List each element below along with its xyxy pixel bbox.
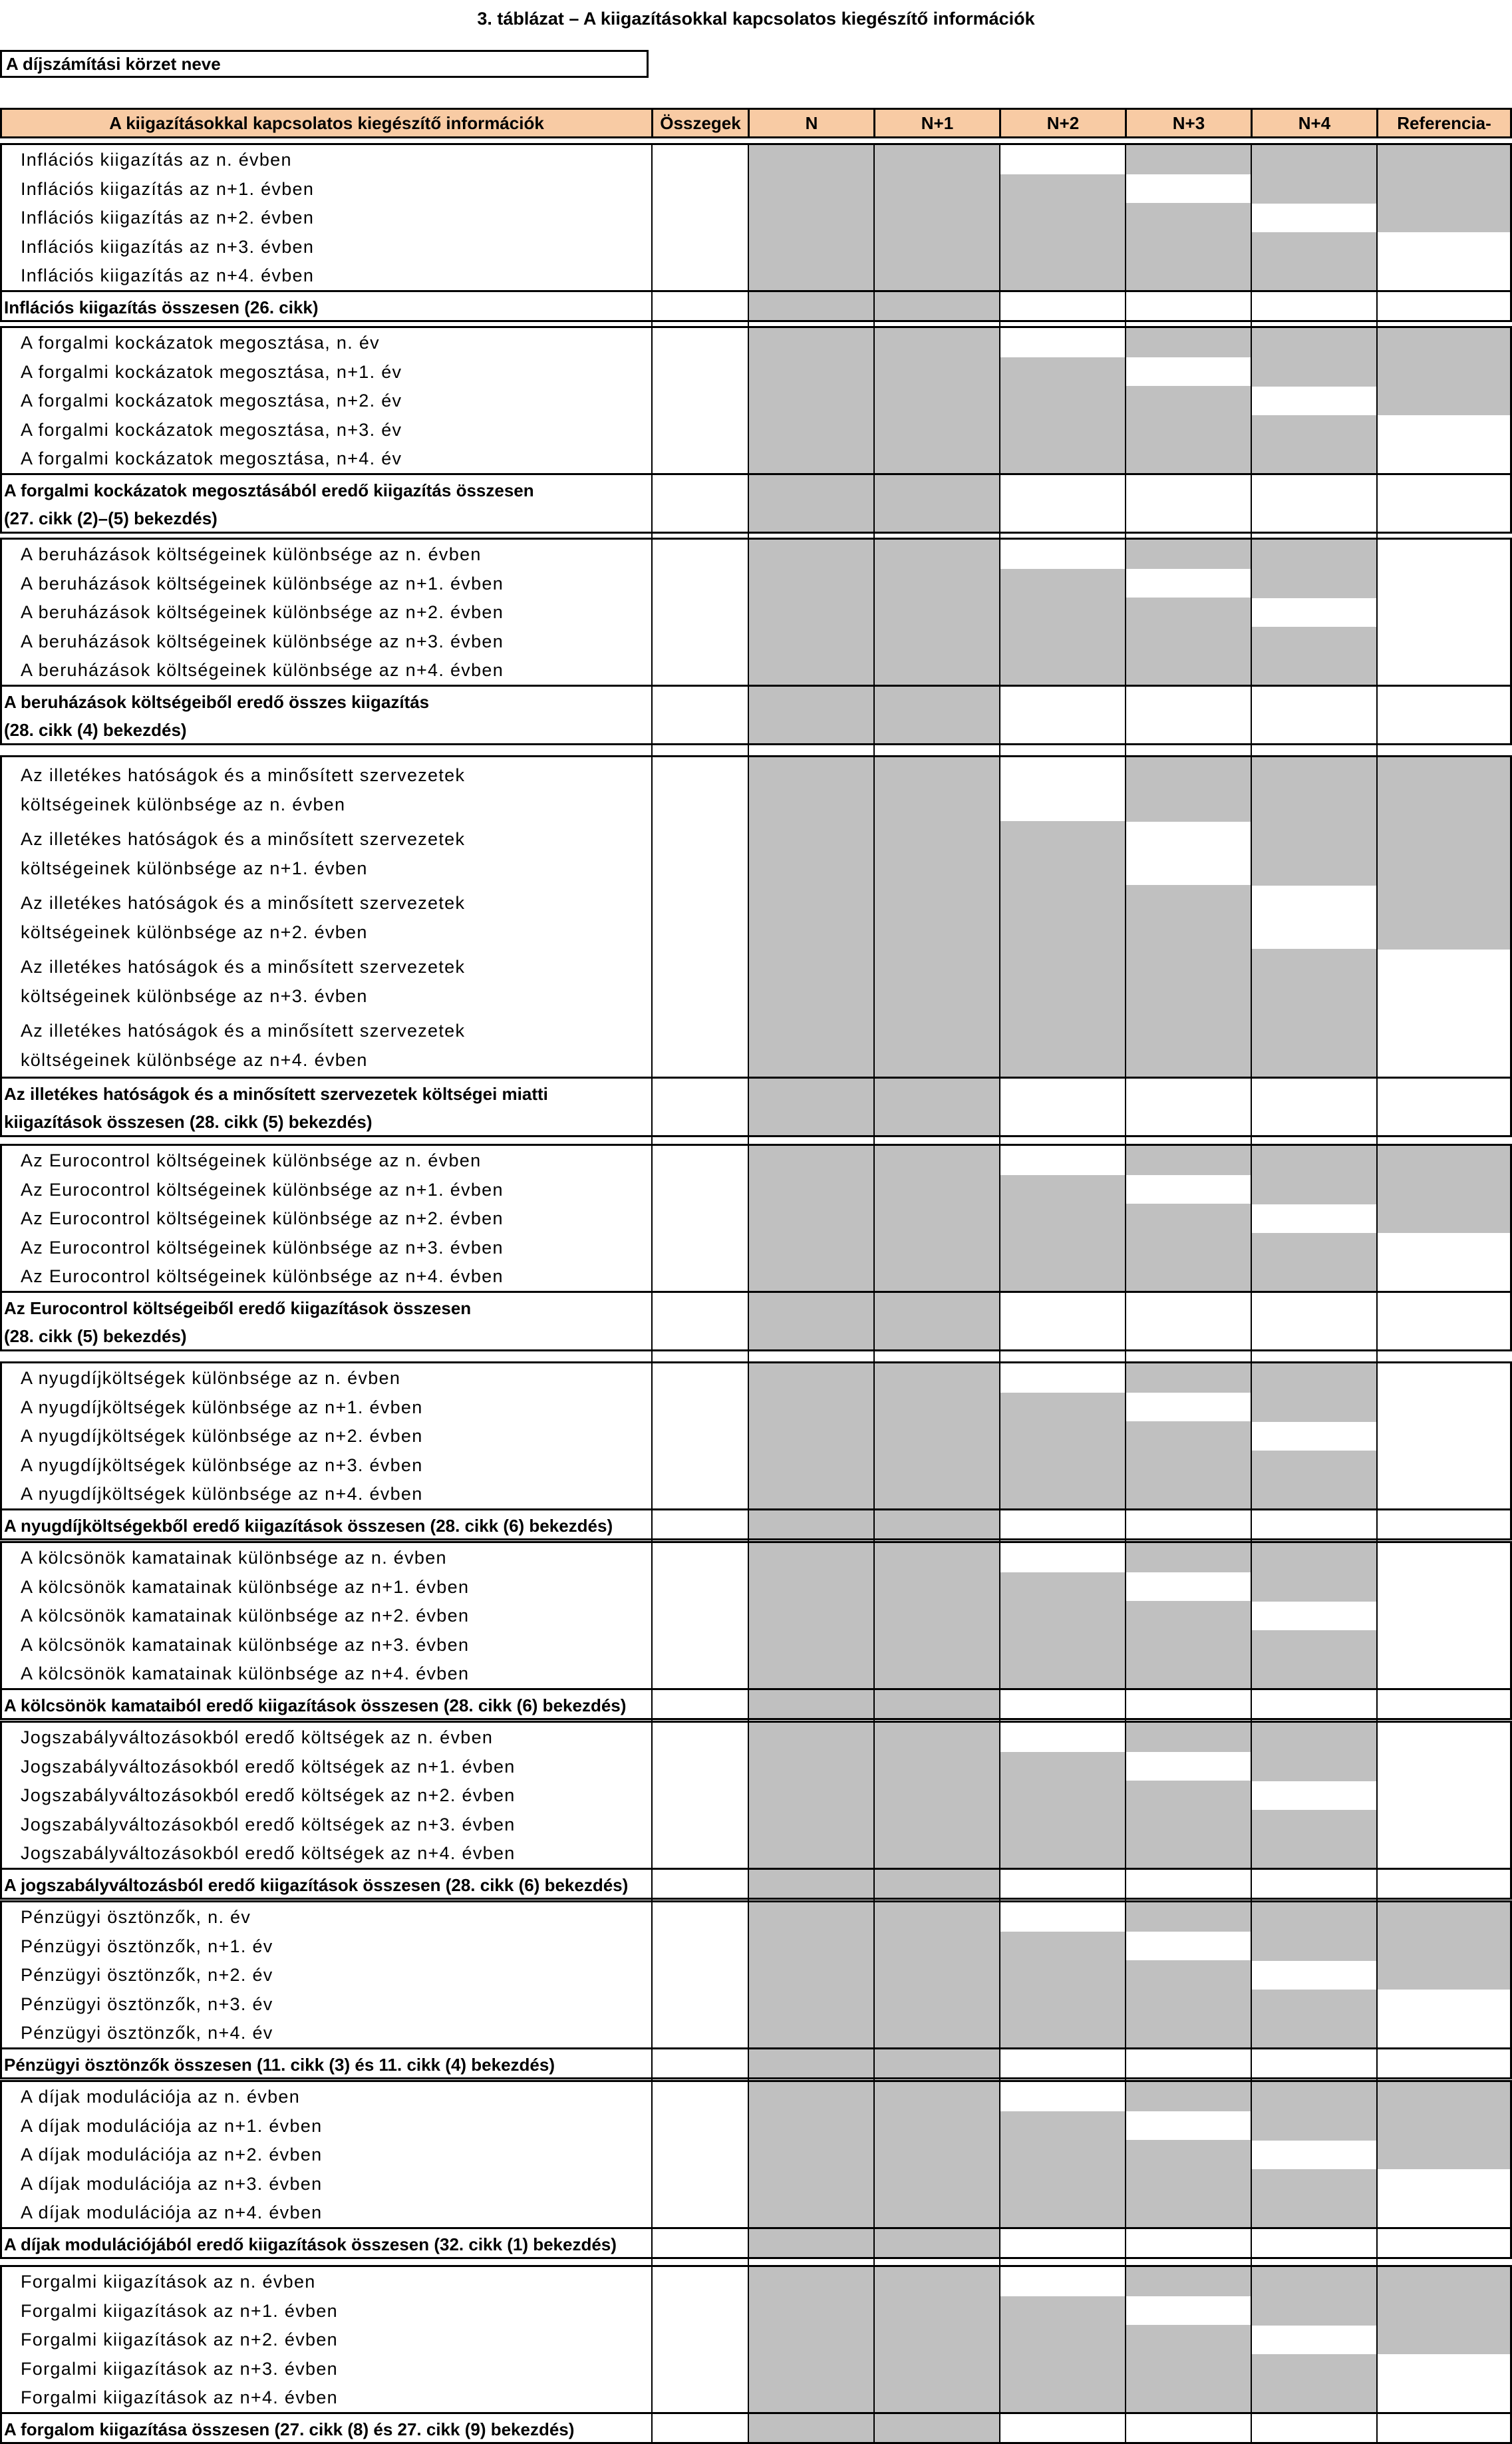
row-label: költségeinek különbsége az n+3. évben [21,986,368,1006]
row-label: Az Eurocontrol költségeinek különbsége az n. évben [21,1150,482,1170]
total-label: A forgalmi kockázatok megosztásából eredő kiigazítás összesen [4,480,534,500]
row-label: Jogszabályváltozásokból eredő költségek az n+2. évben [21,1785,516,1805]
row-label: A forgalmi kockázatok megosztása, n+2. év [21,391,402,411]
row-label: A forgalmi kockázatok megosztása, n+4. év [21,448,402,468]
row-label: A beruházások költségeinek különbsége az n. évben [21,544,482,564]
row-label: A díjak modulációja az n. évben [21,2087,301,2107]
header-n3: N+3 [1125,108,1253,138]
column-divider [1125,143,1126,2442]
row-label: Az illetékes hatóságok és a minősített szervezetek [21,893,466,913]
total-label: Az illetékes hatóságok és a minősített szervezetek költségei miatti [4,1084,548,1104]
header-amounts: Összegek [651,108,750,138]
section-block [0,1361,1512,1510]
row-label: A beruházások költségeinek különbsége az n+2. évben [21,602,504,622]
row-label: Az Eurocontrol költségeinek különbsége az n+3. évben [21,1237,504,1258]
row-label: Forgalmi kiigazítások az n+3. évben [21,2358,338,2379]
district-name-field[interactable]: A díjszámítási körzet neve [0,50,649,78]
row-label: Inflációs kiigazítás az n+4. évben [21,265,315,285]
row-label: Inflációs kiigazítás az n+2. évben [21,208,315,228]
row-label: Inflációs kiigazítás az n. évben [21,150,292,170]
row-label: A nyugdíjköltségek különbsége az n+1. évben [21,1397,423,1417]
row-label: Az Eurocontrol költségeinek különbsége az n+2. évben [21,1208,504,1228]
total-label: kiigazítások összesen (28. cikk (5) bekezdés) [4,1112,373,1132]
row-label: költségeinek különbsége az n+2. évben [21,922,368,942]
row-label: A kölcsönök kamatainak különbsége az n+1. évben [21,1576,470,1597]
total-label: (28. cikk (5) bekezdés) [4,1325,187,1346]
row-label: Pénzügyi ösztönzők, n+3. év [21,1994,273,2014]
column-divider [651,143,653,2442]
row-label: A beruházások költségeinek különbsége az n+1. évben [21,573,504,594]
row-label: Jogszabályváltozásokból eredő költségek az n. évben [21,1727,494,1747]
row-label: A díjak modulációja az n+3. évben [21,2173,323,2194]
section-block [0,1144,1512,1293]
total-label: (28. cikk (4) bekezdés) [4,719,187,740]
row-label: A kölcsönök kamatainak különbsége az n+4. évben [21,1663,470,1683]
row-label: A díjak modulációja az n+2. évben [21,2145,323,2165]
row-label: A forgalmi kockázatok megosztása, n. év [21,333,380,353]
page-title: 3. táblázat – A kiigazításokkal kapcsolatos kiegészítő információk [477,9,1035,29]
total-label: A beruházások költségeiből eredő összes kiigazítás [4,691,430,712]
row-label: A beruházások költségeinek különbsége az n+4. évben [21,660,504,680]
total-label: Pénzügyi ösztönzők összesen (11. cikk (3) és 11. cikk (4) bekezdés) [4,2054,555,2075]
section-block [0,143,1512,292]
total-label: Inflációs kiigazítás összesen (26. cikk) [4,297,319,317]
section-block [0,538,1512,687]
section-block [0,326,1512,475]
total-label: A díjak modulációjából eredő kiigazítások összesen (32. cikk (1) bekezdés) [4,2234,617,2254]
header-n2: N+2 [999,108,1127,138]
row-label: Jogszabályváltozásokból eredő költségek az n+1. évben [21,1756,516,1777]
section-block [0,1541,1512,1690]
row-label: Pénzügyi ösztönzők, n+4. év [21,2023,273,2043]
total-label: A forgalom kiigazítása összesen (27. cikk (8) és 27. cikk (9) bekezdés) [4,2419,575,2439]
total-label: A jogszabályváltozásból eredő kiigazítások összesen (28. cikk (6) bekezdés) [4,1874,629,1895]
header-n1: N+1 [873,108,1001,138]
column-divider [1376,143,1378,2442]
row-label: Forgalmi kiigazítások az n+4. évben [21,2387,338,2407]
total-label: Az Eurocontrol költségeiből eredő kiigazítások összesen [4,1298,472,1318]
row-label: A díjak modulációja az n+1. évben [21,2115,323,2136]
header-n: N [748,108,875,138]
row-label: Inflációs kiigazítás az n+3. évben [21,236,315,257]
total-label: A kölcsönök kamataiból eredő kiigazítások összesen (28. cikk (6) bekezdés) [4,1695,627,1715]
row-label: Az illetékes hatóságok és a minősített szervezetek [21,1021,466,1041]
row-label: A kölcsönök kamatainak különbsége az n+2. évben [21,1606,470,1626]
row-label: Inflációs kiigazítás az n+1. évben [21,178,315,199]
header-n4: N+4 [1251,108,1378,138]
row-label: A forgalmi kockázatok megosztása, n+3. év [21,419,402,440]
row-label: A nyugdíjköltségek különbsége az n+3. évben [21,1455,423,1475]
row-label: Forgalmi kiigazítások az n+1. évben [21,2300,338,2321]
row-label: A nyugdíjköltségek különbsége az n+4. évben [21,1484,423,1504]
section-block [0,1900,1512,2049]
column-divider [999,143,1000,2442]
row-label: Jogszabályváltozásokból eredő költségek az n+3. évben [21,1814,516,1834]
row-label: Az Eurocontrol költségeinek különbsége az n+1. évben [21,1179,504,1200]
column-divider [1251,143,1252,2442]
row-label: A forgalmi kockázatok megosztása, n+1. év [21,361,402,382]
row-label: Pénzügyi ösztönzők, n. év [21,1907,251,1927]
row-label: Az Eurocontrol költségeinek különbsége az n+4. évben [21,1266,504,1286]
column-divider [873,143,875,2442]
section-block [0,2265,1512,2414]
row-label: Az illetékes hatóságok és a minősített szervezetek [21,829,466,849]
total-label: (27. cikk (2)–(5) bekezdés) [4,508,218,528]
row-label: Jogszabályváltozásokból eredő költségek az n+4. évben [21,1843,516,1863]
section-block [0,755,1512,1079]
row-label: A díjak modulációja az n+4. évben [21,2202,323,2222]
row-label: A kölcsönök kamatainak különbsége az n+3. évben [21,1634,470,1655]
header-info: A kiigazításokkal kapcsolatos kiegészítő információk [0,108,653,138]
row-label: A kölcsönök kamatainak különbsége az n. évben [21,1548,447,1568]
column-divider [748,143,749,2442]
header-reference: Referencia- [1376,108,1512,138]
row-label: A nyugdíjköltségek különbsége az n+2. évben [21,1426,423,1446]
row-label: költségeinek különbsége az n. évben [21,794,346,814]
section-block [0,2080,1512,2229]
row-label: Az illetékes hatóságok és a minősített szervezetek [21,765,466,785]
section-block [0,1721,1512,1870]
row-label: Pénzügyi ösztönzők, n+2. év [21,1965,273,1985]
row-label: Pénzügyi ösztönzők, n+1. év [21,1936,273,1956]
row-label: Forgalmi kiigazítások az n+2. évben [21,2330,338,2350]
row-label: Forgalmi kiigazítások az n. évben [21,2272,316,2292]
row-label: A beruházások költségeinek különbsége az n+3. évben [21,631,504,651]
row-label: költségeinek különbsége az n+1. évben [21,858,368,878]
row-label: költségeinek különbsége az n+4. évben [21,1050,368,1070]
row-label: Az illetékes hatóságok és a minősített szervezetek [21,957,466,977]
row-label: A nyugdíjköltségek különbsége az n. évben [21,1368,401,1388]
total-label: A nyugdíjköltségekből eredő kiigazítások összesen (28. cikk (6) bekezdés) [4,1515,613,1536]
